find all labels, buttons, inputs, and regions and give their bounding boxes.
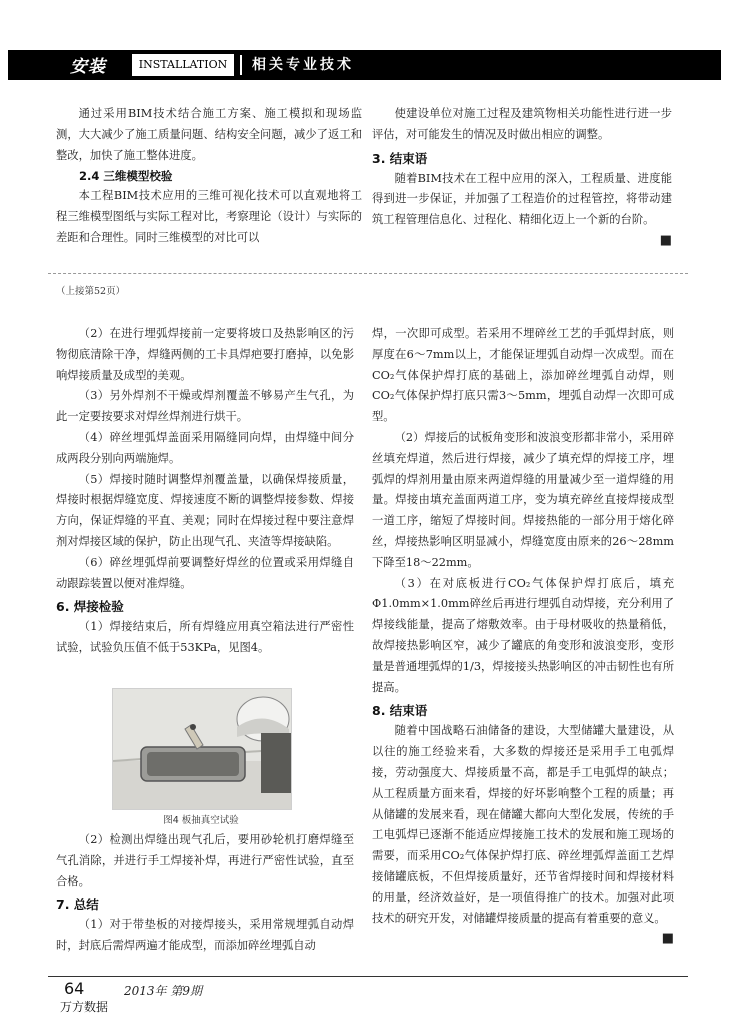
paragraph: （3）另外焊剂不干燥或焊剂覆盖不够易产生气孔，为此一定要按要求对焊丝焊剂进行烘干。 [56,389,354,424]
vacuum-test-illustration [113,689,291,809]
paragraph: 随着BIM技术在工程中应用的深入，工程质量、进度能得到进一步保证，并加强了工程造价的过程管控，将带动建筑工程管理信息化、过程化、精细化迈上一个新的台阶。 [372,171,672,227]
right-column [372,324,674,950]
section-heading: 8. 结束语 [372,703,428,719]
end-mark: ■ [659,232,672,248]
left-column-lower [56,830,354,957]
paragraph: （2）焊接后的试板角变形和波浪变形都非常小，采用碎丝填充焊道，然后进行焊接，减少了填充焊的焊接工序，埋弧焊的焊剂用量由原来两道焊缝的用量减少至一道焊缝的用量。焊接由填充盖面两道工序，变为填充碎丝直接焊接成型一道工序，缩短了焊接时间。焊接热能的一部分用于熔化碎丝，焊接热影响区明显减小，焊缝宽度由原来的26～28mm下降至18～22mm。 [372,430,674,569]
footer-rule [48,976,688,977]
paragraph: 使建设单位对施工过程及建筑物相关功能性进行进一步评估，对可能发生的情况及时做出相应的调整。 [372,107,672,141]
paragraph: （1）对于带垫板的对接焊接头，采用常规埋弧自动焊时，封底后需焊两遍才能成型，而添加碎丝埋弧自动 [56,918,354,953]
section-heading: 6. 焊接检验 [56,599,124,615]
section-heading: 7. 总结 [56,897,99,913]
section-heading: 3. 结束语 [372,150,428,166]
top-left-column [56,104,362,249]
top-right-column [372,104,672,252]
column-title: 相关专业技术 [252,57,354,73]
paragraph: （1）焊接结束后，所有焊缝应用真空箱法进行严密性试验，试验负压值不低于53KPa，见图4。 [56,620,354,655]
paragraph: 本工程BIM技术应用的三维可视化技术可以直观地将工程三维模型图纸与实际工程对比，考察理论（设计）与实际的差距和合理性。同时三维模型的对比可以 [56,189,362,244]
paragraph: （5）焊接时随时调整焊剂覆盖量，以确保焊接质量，焊接时根据焊缝宽度、焊接速度不断的调整焊接参数、焊接方向，保证焊缝的平直、美观；同时在焊接过程中要注意焊剂对焊接区域的保护，防止出现气孔、夹渣等焊接缺陷。 [56,472,354,548]
continued-from-label: （上接第52页） [56,286,126,297]
header-separator [240,55,242,75]
watermark-text: 万方数据 [60,1000,109,1014]
article-divider [48,273,688,274]
paragraph: （6）碎丝埋弧焊前要调整好焊丝的位置或采用焊缝自动跟踪装置以便对准焊缝。 [56,555,354,590]
paragraph: （2）检测出焊缝出现气孔后，要用砂轮机打磨焊缝至气孔消除，并进行手工焊接补焊，再进行严密性试验，直至合格。 [56,833,354,888]
page-number: 64 [64,979,85,998]
paragraph: （4）碎丝埋弧焊盖面采用隔缝同向焊，由焊缝中间分成两段分别向两端施焊。 [56,430,354,465]
section-label: INSTALLATION [132,54,234,76]
section-heading: 2.4 三维模型校验 [79,169,173,184]
paragraph: 随着中国战略石油储备的建设，大型储罐大量建设，从以往的施工经验来看，大多数的焊接还是采用手工电弧焊接，劳动强度大、焊接质量不高，都是手工电弧焊的缺点；从工程质量方面来看，焊接的好坏影响整个工程的质量；再从储罐的发展来看，现在储罐大都向大型化发展，传统的手工电弧焊已逐渐不能适应焊接施工技术的发展和施工现场的需要，而采用CO₂气体保护焊打底、碎丝埋弧焊盖面工艺焊接储罐底板，不但焊接质量好，还节省焊接时间和焊接材料的用量，经济效益好，是一项值得推广的技术。加强对此项技术的研究开发，对储罐焊接质量的提高有着重要的意义。 [372,724,674,925]
figure-photo [112,688,292,810]
header-bar [8,50,721,80]
paragraph: （3）在对底板进行CO₂气体保护焊打底后，填充Φ1.0mm×1.0mm碎丝后再进行埋弧自动焊接，充分利用了焊接线能量，提高了熔敷效率。由于母材吸收的热量稍低，故焊接热影响区窄，减少了罐底的角变形和波浪变形，变形量是普通埋弧焊的1/3，焊接接头热影响区的冲击韧性也有所提高。 [372,576,674,694]
paragraph: （2）在进行埋弧焊接前一定要将坡口及热影响区的污物彻底清除干净，焊缝两侧的工卡具焊疤要打磨掉，以免影响焊接质量及成型的美观。 [56,327,354,382]
issue-label: 2013年 第9期 [124,984,202,998]
left-column [56,324,354,659]
end-mark: ■ [661,931,674,947]
paragraph: 焊，一次即可成型。若采用不埋碎丝工艺的手弧焊封底，则厚度在6～7mm以上，才能保证埋弧自动焊一次成型。而在CO₂气体保护焊打底的基础上，添加碎丝埋弧自动焊，则CO₂气体保护焊打底只需3～5mm，埋弧自动焊一次即可成型。 [372,327,674,424]
figure-caption: 图4 板抽真空试验 [163,815,239,826]
paragraph: 通过采用BIM技术结合施工方案、施工模拟和现场监测，大大减少了施工质量问题、结构安全问题，减少了返工和整改，加快了施工整体进度。 [56,107,362,162]
magazine-logo: 安装 [70,57,106,77]
